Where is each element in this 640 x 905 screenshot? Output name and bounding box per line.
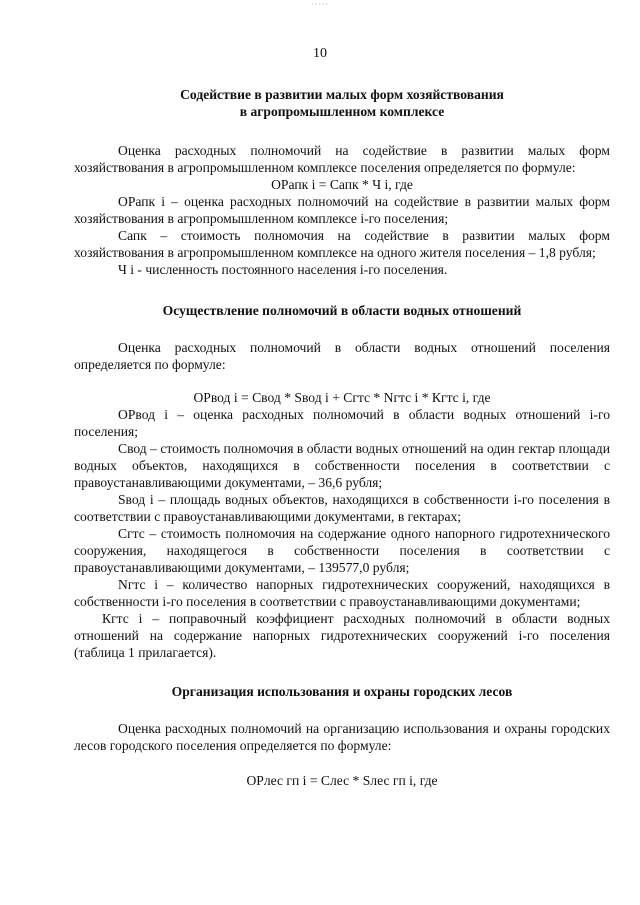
section-title-water-relations: Осуществление полномочий в области водных отношений [162,303,522,318]
section-title-small-farming [74,86,610,120]
formula: ОРапк i = Сапк * Ч i, где [271,177,413,192]
paragraph-intro: Оценка расходных полномочий в области водных отношений поселения определяется по формуле: [74,340,610,372]
formula: ОРвод i = Свод * Sвод i + Сгтс * Nгтс i * Кгтс i, где [193,390,491,405]
paragraph-intro: Оценка расходных полномочий на организацию использования и охраны городских лесов городского поселения определяется по формуле: [74,721,610,753]
formula: ОРлес гп i = Слес * Sлес гп i, где [246,773,438,788]
definition-paragraph: Сгтс – стоимость полномочия на содержание одного напорного гидротехнического сооружения, находящегося в собственности поселения в соответствии с правоустанавливающими документами, – 139577,0 рубля; [74,526,610,575]
section-title-line: Содействие в развитии малых форм хозяйствования [180,87,504,102]
definition-paragraph: ОРвод i – оценка расходных полномочий в области водных отношений i-го поселения; [74,407,610,439]
section-title-urban-forests: Организация использования и охраны городских лесов [171,684,513,699]
definition-paragraph: Кгтс i – поправочный коэффициент расходных полномочий в области водных отношений на содержание напорных гидротехнических сооружений i-го поселения (таблица 1 прилагается). [74,611,610,660]
page-number: 10 [313,46,327,61]
definition-paragraph: Sвод i – площадь водных объектов, находящихся в собственности i-го поселения в соответствии с правоустанавливающими документами, в гектарах; [74,492,610,524]
paragraph-intro: Оценка расходных полномочий на содействие в развитии малых форм хозяйствования в агропромышленном комплексе поселения определяется по формуле: [74,143,610,175]
definition-paragraph: Свод – стоимость полномочия в области водных отношений на один гектар площади водных объектов, находящихся в собственности поселения в соответствии с правоустанавливающими документами, – 36,6 рубля; [74,441,610,490]
definition-paragraph: Nгтс i – количество напорных гидротехнических сооружений, находящихся в собственности i-го поселения в соответствии с правоустанавливающими документами; [74,577,610,609]
section-title-line: в агропромышленном комплексе [239,104,445,119]
definition-paragraph: ОРапк i – оценка расходных полномочий на содействие в развитии малых форм хозяйствования в агропромышленном комплексе i-го поселения; [74,194,610,226]
top-mark: ····· [310,0,330,9]
definition-paragraph: Ч i - численность постоянного населения i-го поселения. [118,262,448,277]
document-body [74,86,610,789]
definition-paragraph: Сапк – стоимость полномочия на содействие в развитии малых форм хозяйствования в агропромышленном комплексе на одного жителя поселения – 1,8 рубля; [74,228,610,260]
